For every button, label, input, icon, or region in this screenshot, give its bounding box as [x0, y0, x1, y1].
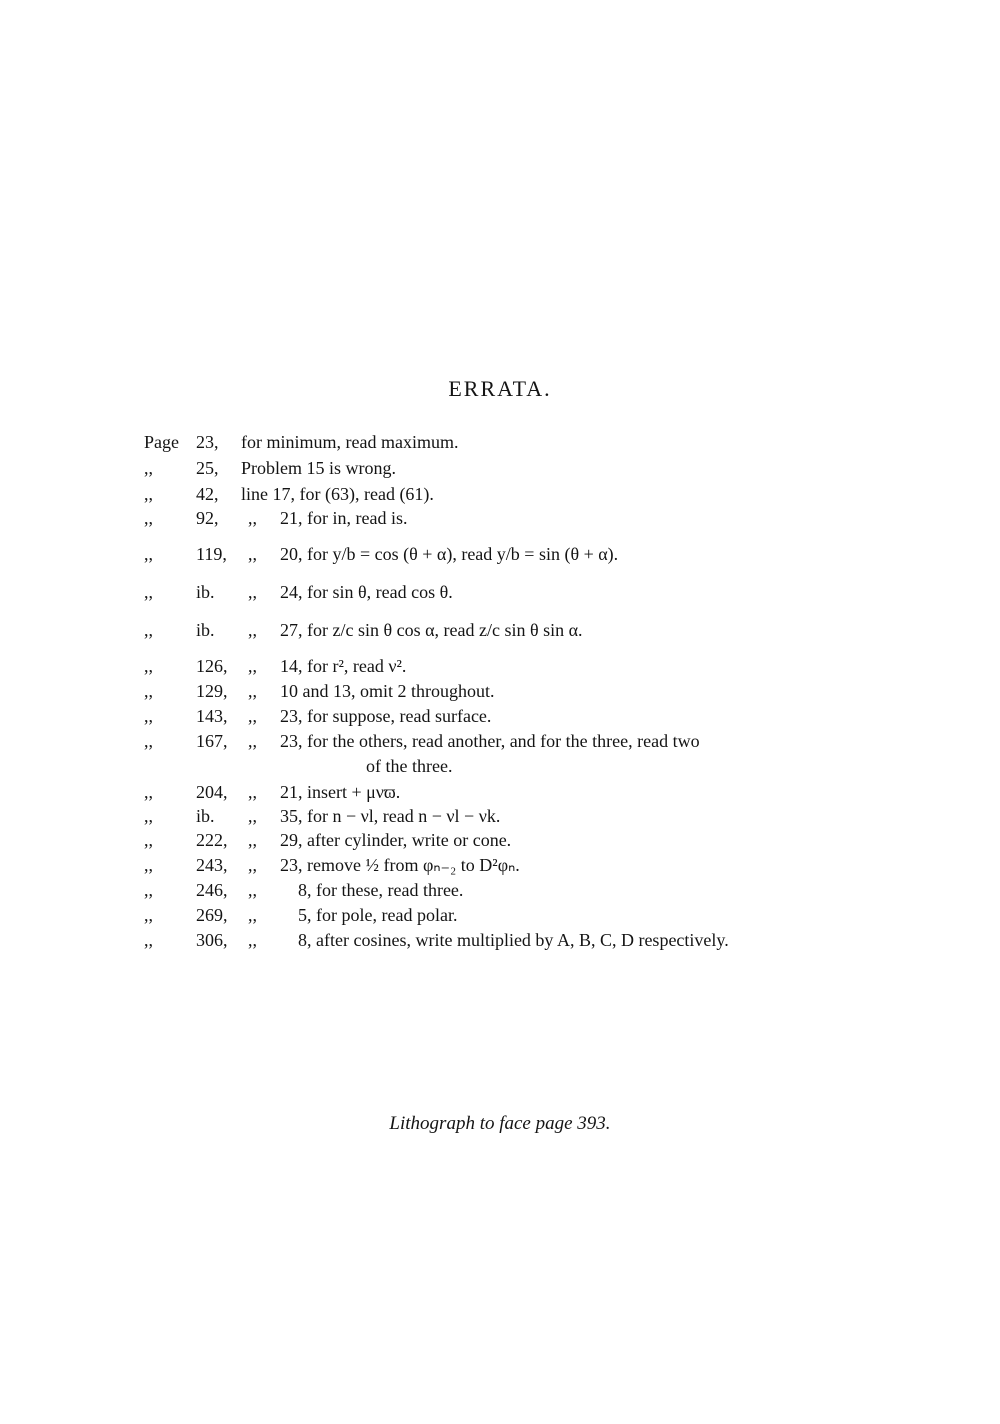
entry-text: 24, for sin θ, read cos θ.	[280, 582, 453, 602]
entry-line-marker: ,,	[248, 681, 257, 701]
entry-label: ,,	[144, 656, 153, 676]
entry-page: 143,	[196, 706, 228, 726]
entry-page: 222,	[196, 830, 228, 850]
entry-text: 23, for suppose, read surface.	[280, 706, 492, 726]
entry-page: 42,	[196, 484, 219, 504]
entry-text: 23, for the others, read another, and for the three, read two	[280, 731, 700, 751]
errata-entry	[0, 880, 1000, 906]
errata-entry	[0, 855, 1000, 881]
entry-line-marker: ,,	[248, 806, 257, 826]
errata-entry	[0, 681, 1000, 707]
entry-line-marker: ,,	[248, 782, 257, 802]
errata-entry	[0, 731, 1000, 757]
entry-text: 14, for r², read ν².	[280, 656, 407, 676]
entry-page: ib.	[196, 620, 215, 640]
errata-entry	[0, 930, 1000, 956]
entry-label: ,,	[144, 458, 153, 478]
entry-text: Problem 15 is wrong.	[241, 458, 396, 478]
entry-line-marker: ,,	[248, 508, 257, 528]
entry-line-marker: ,,	[248, 930, 257, 950]
entry-page: 129,	[196, 681, 228, 701]
entry-page: ib.	[196, 806, 215, 826]
entry-label: ,,	[144, 620, 153, 640]
errata-entry	[0, 706, 1000, 732]
entry-page: 23,	[196, 432, 219, 452]
errata-entry	[0, 484, 1000, 510]
entry-page: 167,	[196, 731, 228, 751]
entry-line-marker: ,,	[248, 731, 257, 751]
entry-text: 27, for z/c sin θ cos α, read z/c sin θ sin α.	[280, 620, 583, 640]
entry-line-marker: ,,	[248, 544, 257, 564]
entry-page: 243,	[196, 855, 228, 875]
entry-text: 8, for these, read three.	[298, 880, 464, 900]
entry-label: ,,	[144, 782, 153, 802]
entry-text: 5, for pole, read polar.	[298, 905, 458, 925]
entry-page: 126,	[196, 656, 228, 676]
entry-page: 204,	[196, 782, 228, 802]
entry-label: ,,	[144, 706, 153, 726]
entry-page: 246,	[196, 880, 228, 900]
entry-line-marker: ,,	[248, 620, 257, 640]
errata-entry	[0, 544, 1000, 570]
entry-text: 29, after cylinder, write or cone.	[280, 830, 512, 850]
entry-text: 21, for in, read is.	[280, 508, 408, 528]
entry-label: ,,	[144, 880, 153, 900]
errata-entry	[0, 620, 1000, 646]
entry-label: ,,	[144, 905, 153, 925]
entry-text: 21, insert + μνϖ.	[280, 782, 401, 802]
entry-page: ib.	[196, 582, 215, 602]
entry-label: ,,	[144, 830, 153, 850]
entry-text: 20, for y/b = cos (θ + α), read y/b = sin (θ + α).	[280, 544, 619, 564]
entry-label: ,,	[144, 544, 153, 564]
entry-page: 269,	[196, 905, 228, 925]
entry-line-marker: ,,	[248, 880, 257, 900]
entry-text: line 17, for (63), read (61).	[241, 484, 434, 504]
errata-entry	[0, 905, 1000, 931]
entry-text: 8, after cosines, write multiplied by A, B, C, D respectively.	[298, 930, 729, 950]
errata-entry	[0, 782, 1000, 808]
entry-label: ,,	[144, 681, 153, 701]
entry-line-marker: ,,	[248, 855, 257, 875]
entry-line-marker: ,,	[248, 905, 257, 925]
entry-line-marker: ,,	[248, 706, 257, 726]
lithograph-note: Lithograph to face page 393.	[389, 1113, 611, 1134]
entry-label: ,,	[144, 731, 153, 751]
entry-page: 119,	[196, 544, 227, 564]
entry-label: ,,	[144, 855, 153, 875]
errata-entry	[0, 582, 1000, 608]
page-title: ERRATA.	[448, 376, 552, 401]
entry-label: ,,	[144, 508, 153, 528]
entry-label: ,,	[144, 484, 153, 504]
entry-text: 23, remove ½ from φₙ₋₂ to D²φₙ.	[280, 855, 520, 875]
entry-line-marker: ,,	[248, 830, 257, 850]
errata-entry	[0, 830, 1000, 856]
errata-entry-continuation	[0, 756, 1000, 782]
entry-label: ,,	[144, 582, 153, 602]
entry-text: for minimum, read maximum.	[241, 432, 459, 452]
errata-entry	[0, 656, 1000, 682]
entry-text: 10 and 13, omit 2 throughout.	[280, 681, 495, 701]
errata-entry	[0, 806, 1000, 832]
errata-entry	[0, 508, 1000, 534]
entry-page: 25,	[196, 458, 219, 478]
errata-entry	[0, 432, 1000, 458]
errata-entry	[0, 458, 1000, 484]
entry-text: 35, for n − νl, read n − νl − νk.	[280, 806, 501, 826]
entry-page: 92,	[196, 508, 219, 528]
entry-label: ,,	[144, 806, 153, 826]
entry-page: 306,	[196, 930, 228, 950]
entry-label: Page	[144, 432, 179, 452]
entry-line-marker: ,,	[248, 582, 257, 602]
entry-line-marker: ,,	[248, 656, 257, 676]
entry-text-continuation: of the three.	[366, 756, 453, 776]
entry-label: ,,	[144, 930, 153, 950]
